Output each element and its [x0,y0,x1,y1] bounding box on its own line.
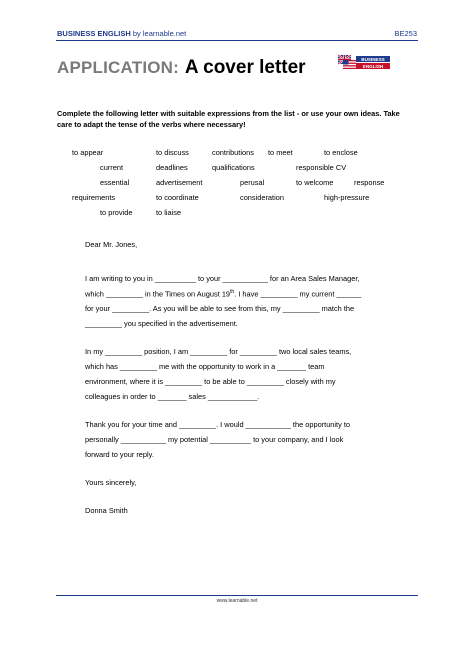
letter-text: . I have _________ my current ______ [234,289,362,299]
letter-line: I am writing to you in __________ to your ___________ for an Area Sales Manager, [85,274,360,283]
letter-line: environment, where it is _________ to be able to _________ closely with my [85,377,336,386]
word-item: deadlines [156,163,188,172]
word-item: essential [100,178,130,187]
word-item: consideration [240,193,284,202]
word-item: to welcome [296,178,334,187]
letter-line: _________ you specified in the advertisement. [85,319,238,328]
footer-url: www.learnable.net [216,598,258,604]
word-item: to appear [72,148,104,157]
letter-line: In my _________ position, I am _________ for _________ two local sales teams, [85,347,352,356]
word-item: to coordinate [156,193,199,202]
letter-line: personally ___________ my potential __________ to your company, and I look [85,435,344,444]
word-item: to meet [268,148,293,157]
header-brand-business: BUSINESS [57,29,96,38]
word-item: response [354,178,385,187]
letter-greeting: Dear Mr. Jones, [85,240,138,249]
letter-closing: Yours sincerely, [85,478,137,487]
word-item: to enclose [324,148,358,157]
letter-line: Thank you for your time and _________. I would ___________ the opportunity to [85,420,351,429]
header-brand-english: ENGLISH [97,29,131,38]
instructions: Complete the following letter with suitable expressions from the list - or use your own ideas. Take care to adapt the tense of the verbs where necessary! [57,109,400,129]
word-item: to liaise [156,208,182,217]
letter-signature: Donna Smith [85,506,128,515]
letter-line [85,289,361,298]
svg-text:ENGLISH: ENGLISH [362,63,384,69]
word-item: perusal [240,178,265,187]
footer-divider [56,595,418,596]
letter-text: which _________ in the Times on August 19 [85,289,231,299]
word-list [72,148,392,220]
document-code: BE253 [394,29,417,38]
letter-line: which has _________ me with the opportunity to work in a _______ team [85,362,325,371]
word-item: to discuss [156,148,189,157]
word-item: advertisement [156,178,203,187]
letter-line: colleagues in order to _______ sales ____________. [85,392,260,401]
header-divider [56,40,418,41]
letter-superscript: th [230,289,235,295]
page-title [57,57,306,79]
flags-logo-icon [338,54,390,71]
title-main: A cover letter [184,57,306,78]
header-brand [57,29,186,38]
word-item: to provide [100,208,133,217]
title-colon: : [173,58,179,77]
word-item: contributions [212,148,254,157]
business-english-logo [338,54,390,71]
svg-text:BUSINESS: BUSINESS [361,56,385,62]
word-item: high-pressure [324,193,370,202]
word-item: responsible CV [296,163,347,172]
word-item: requirements [72,193,116,202]
letter-line: for your _________. As you will be able to see from this, my _________ match the [85,304,355,313]
header-brand-rest: by learnable.net [132,29,187,38]
word-item: current [100,163,124,172]
word-item: qualifications [212,163,255,172]
title-prefix: APPLICATION [57,58,174,77]
letter-line: forward to your reply. [85,450,154,459]
